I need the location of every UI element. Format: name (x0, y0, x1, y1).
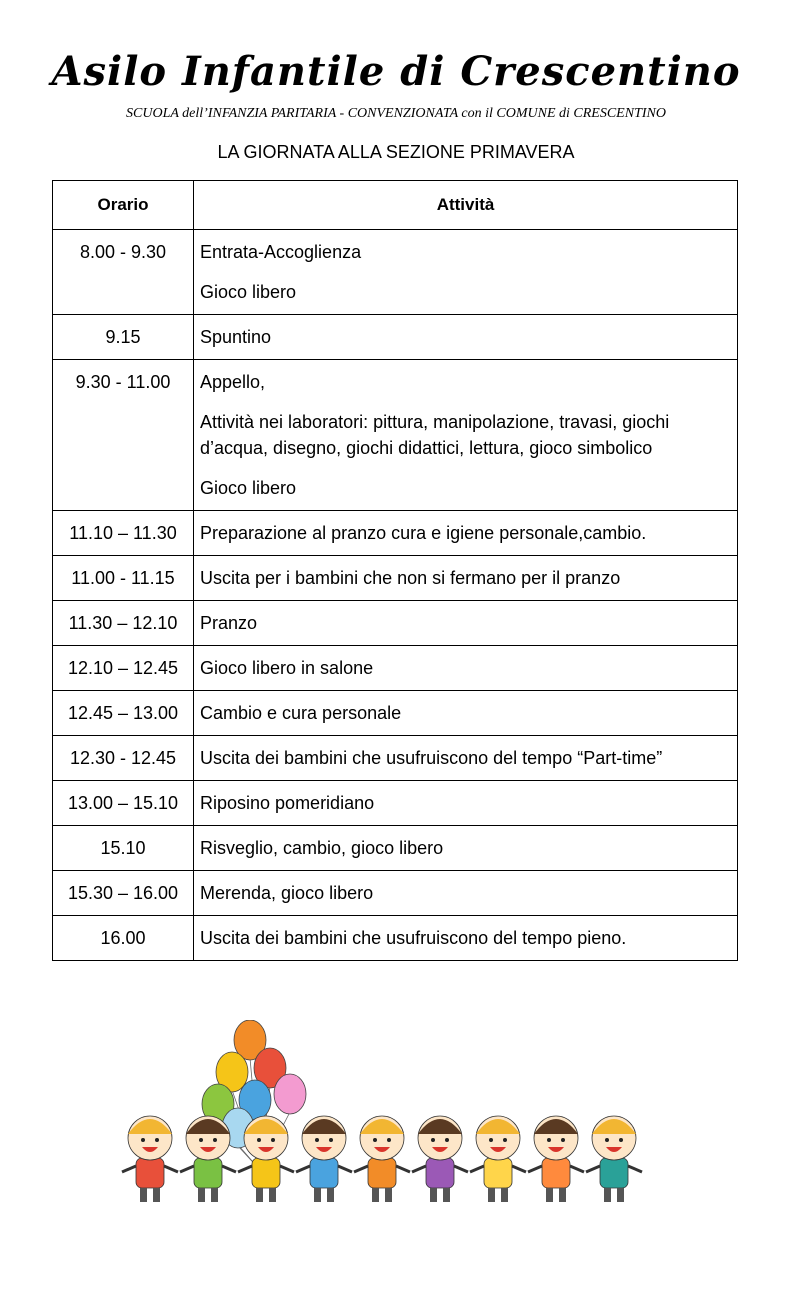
child-leg (559, 1188, 566, 1202)
child-arm (296, 1166, 310, 1172)
table-row (53, 556, 738, 601)
activity-line: Pranzo (200, 613, 258, 633)
activity-cell (194, 781, 738, 826)
child-arm (512, 1166, 526, 1172)
time-cell: 9.30 - 11.00 (53, 360, 194, 511)
child-arm (454, 1166, 468, 1172)
activity-line: Cambio e cura personale (200, 703, 402, 723)
child-hair (302, 1119, 346, 1134)
activity-cell (194, 556, 738, 601)
child-leg (546, 1188, 553, 1202)
child-body (310, 1158, 338, 1188)
child-arm (528, 1166, 542, 1172)
activity-line: Uscita dei bambini che usufruiscono del tempo “Part-time” (200, 748, 663, 768)
child-eye (199, 1138, 203, 1142)
child-eye (503, 1138, 507, 1142)
activity-line: Merenda, gioco libero (200, 883, 374, 903)
table-row (53, 781, 738, 826)
table-row (53, 916, 738, 961)
time-cell: 12.45 – 13.00 (53, 691, 194, 736)
activity-line: Uscita dei bambini che usufruiscono del tempo pieno. (200, 928, 627, 948)
child-leg (198, 1188, 205, 1202)
child-eye (315, 1138, 319, 1142)
activity-line: Appello, (200, 372, 266, 392)
child-leg (385, 1188, 392, 1202)
child-arm (412, 1166, 426, 1172)
activity-line: Uscita per i bambini che non si fermano per il pranzo (200, 568, 621, 588)
activity-cell (194, 646, 738, 691)
table-row (53, 511, 738, 556)
child-hair (534, 1119, 578, 1134)
time-cell: 9.15 (53, 315, 194, 360)
child-arm (338, 1166, 352, 1172)
table-row (53, 360, 738, 511)
child-body (368, 1158, 396, 1188)
table-header-row (53, 181, 738, 230)
child-leg (604, 1188, 611, 1202)
time-cell: 11.10 – 11.30 (53, 511, 194, 556)
child-arm (570, 1166, 584, 1172)
time-cell: 15.30 – 16.00 (53, 871, 194, 916)
child-leg (256, 1188, 263, 1202)
section-heading: LA GIORNATA ALLA SEZIONE PRIMAVERA (217, 142, 575, 162)
table-row (53, 691, 738, 736)
schedule-body (53, 230, 738, 961)
time-cell: 13.00 – 15.10 (53, 781, 194, 826)
child-body (136, 1158, 164, 1188)
child-eye (619, 1138, 623, 1142)
time-cell: 16.00 (53, 916, 194, 961)
child-body (194, 1158, 222, 1188)
child-leg (211, 1188, 218, 1202)
child-eye (605, 1138, 609, 1142)
child-eye (271, 1138, 275, 1142)
table-row (53, 736, 738, 781)
activity-cell (194, 691, 738, 736)
child-eye (141, 1138, 145, 1142)
child-hair (476, 1119, 520, 1134)
column-header-activity: Attività (194, 181, 738, 230)
child-arm (180, 1166, 194, 1172)
activity-cell (194, 601, 738, 646)
child-arm (470, 1166, 484, 1172)
activity-cell (194, 916, 738, 961)
time-cell: 15.10 (53, 826, 194, 871)
child-leg (443, 1188, 450, 1202)
balloon-icon (274, 1074, 306, 1114)
activity-cell (194, 826, 738, 871)
table-row (53, 826, 738, 871)
table-row (53, 646, 738, 691)
child-body (542, 1158, 570, 1188)
child-arm (238, 1166, 252, 1172)
child-body (426, 1158, 454, 1188)
activity-line: Risveglio, cambio, gioco libero (200, 838, 444, 858)
activity-line: Preparazione al pranzo cura e igiene personale,cambio. (200, 523, 647, 543)
child-body (600, 1158, 628, 1188)
child-leg (269, 1188, 276, 1202)
page-title: Asilo Infantile di Crescentino (51, 48, 741, 95)
child-body (484, 1158, 512, 1188)
child-eye (155, 1138, 159, 1142)
child-eye (213, 1138, 217, 1142)
activity-line: Attività nei laboratori: pittura, manipolazione, travasi, giochi d’acqua, disegno, giochi didattici, lettura, gioco simbolico (200, 412, 670, 458)
column-header-time: Orario (53, 181, 194, 230)
child-eye (257, 1138, 261, 1142)
time-cell: 12.30 - 12.45 (53, 736, 194, 781)
activity-cell (194, 871, 738, 916)
child-arm (164, 1166, 178, 1172)
child-leg (314, 1188, 321, 1202)
child-arm (222, 1166, 236, 1172)
child-arm (280, 1166, 294, 1172)
time-cell: 11.00 - 11.15 (53, 556, 194, 601)
child-eye (431, 1138, 435, 1142)
child-hair (418, 1119, 462, 1134)
time-cell: 8.00 - 9.30 (53, 230, 194, 315)
child-leg (501, 1188, 508, 1202)
time-cell: 11.30 – 12.10 (53, 601, 194, 646)
activity-cell (194, 315, 738, 360)
activity-cell (194, 230, 738, 315)
child-hair (360, 1119, 404, 1134)
child-body (252, 1158, 280, 1188)
table-row (53, 315, 738, 360)
child-leg (327, 1188, 334, 1202)
child-hair (592, 1119, 636, 1134)
activity-line: Gioco libero (200, 282, 297, 302)
table-row (53, 230, 738, 315)
child-leg (617, 1188, 624, 1202)
child-leg (488, 1188, 495, 1202)
activity-line: Riposino pomeridiano (200, 793, 375, 813)
child-eye (387, 1138, 391, 1142)
child-leg (372, 1188, 379, 1202)
child-arm (628, 1166, 642, 1172)
child-arm (122, 1166, 136, 1172)
child-eye (561, 1138, 565, 1142)
table-row (53, 601, 738, 646)
child-eye (547, 1138, 551, 1142)
children-balloons-illustration (120, 1020, 650, 1220)
table-row (53, 871, 738, 916)
child-hair (128, 1119, 172, 1134)
school-subtitle: SCUOLA dell’INFANZIA PARITARIA - CONVENZIONATA con il COMUNE di CRESCENTINO (126, 106, 666, 121)
child-eye (373, 1138, 377, 1142)
schedule-table (52, 180, 738, 961)
child-arm (586, 1166, 600, 1172)
child-eye (445, 1138, 449, 1142)
child-leg (140, 1188, 147, 1202)
child-eye (489, 1138, 493, 1142)
activity-line: Gioco libero in salone (200, 658, 374, 678)
time-cell: 12.10 – 12.45 (53, 646, 194, 691)
activity-cell (194, 736, 738, 781)
child-arm (354, 1166, 368, 1172)
activity-line: Spuntino (200, 327, 272, 347)
child-eye (329, 1138, 333, 1142)
child-leg (430, 1188, 437, 1202)
child-leg (153, 1188, 160, 1202)
activity-line: Gioco libero (200, 478, 297, 498)
child-arm (396, 1166, 410, 1172)
activity-cell (194, 360, 738, 511)
activity-line: Entrata-Accoglienza (200, 242, 362, 262)
activity-cell (194, 511, 738, 556)
